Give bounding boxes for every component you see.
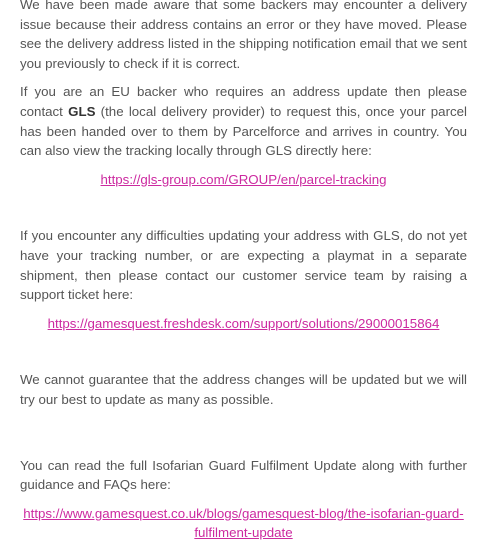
fulfilment-update-link-line-1: https://www.gamesquest.co.uk/blogs/gamesquest-blog/the-isofarian-guard- <box>23 505 464 521</box>
paragraph-difficulties: If you encounter any difficulties updating your address with GLS, do not yet have your tracking number, or are expecting a playmat in a separate shipment, then please contact our customer service team by raising a support ticket here: <box>20 228 467 303</box>
paragraph-eu-backer-text-2: (the local delivery provider) to request this, once your parcel has been handed over to them by Parcelforce and arrives in country. You can also view the tracking locally through GLS directly here: <box>20 103 467 159</box>
paragraph-delivery-issue: We have been made aware that some backers may encounter a delivery issue because their address contains an error or they have moved. Please see the delivery address listed in the shipping notification email that we sent you previously to check if it is correct. <box>20 0 467 71</box>
fulfilment-update-link[interactable] <box>23 506 464 541</box>
spacer <box>20 189 467 226</box>
spacer <box>20 419 467 456</box>
gls-bold-text: GLS <box>68 103 96 119</box>
gls-tracking-link[interactable]: https://gls-group.com/GROUP/en/parcel-tracking <box>100 171 387 187</box>
paragraph-no-guarantee: We cannot guarantee that the address changes will be updated but we will try our best to update as many as possible. <box>20 372 467 407</box>
blog-link-line <box>20 504 467 543</box>
support-link-line <box>20 314 467 334</box>
paragraph-eu-backer-text-1: If you are an EU backer who requires an address update then please contact <box>20 84 467 119</box>
paragraph-eu-backer <box>20 82 467 160</box>
gls-link-line <box>20 170 467 190</box>
fulfilment-update-link-line-2: fulfilment-update <box>194 525 293 541</box>
paragraph-full-update: You can read the full Isofarian Guard Fulfilment Update along with further guidance and FAQs here: <box>20 457 467 493</box>
spacer <box>20 333 467 370</box>
support-ticket-link[interactable]: https://gamesquest.freshdesk.com/support/solutions/29000015864 <box>47 315 440 331</box>
